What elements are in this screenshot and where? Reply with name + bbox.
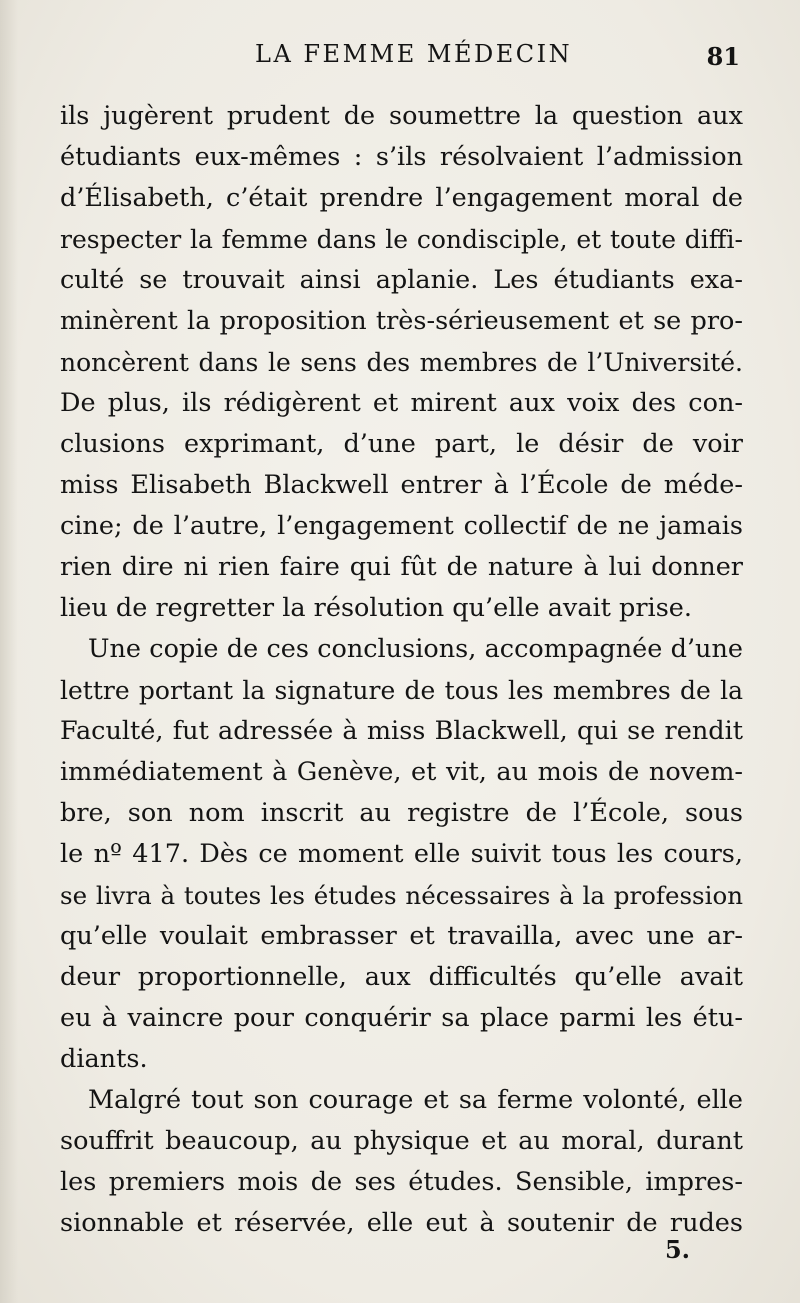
text-line: bre, son nom inscrit au registre de l’École, sous bbox=[60, 798, 743, 828]
text-line: eu à vaincre pour conquérir sa place parmi les étu- bbox=[60, 1003, 743, 1033]
signature-mark: 5. bbox=[664, 1235, 690, 1264]
text-line: culté se trouvait ainsi aplanie. Les étudiants exa- bbox=[60, 265, 743, 295]
text-line: Une copie de ces conclusions, accompagnée d’une bbox=[88, 634, 743, 664]
text-line: étudiants eux-mêmes : s’ils résolvaient l’admission bbox=[60, 142, 743, 172]
text-line: De plus, ils rédigèrent et mirent aux voix des con- bbox=[60, 388, 743, 418]
text-line: sionnable et réservée, elle eut à soutenir de rudes bbox=[60, 1208, 743, 1238]
page-number: 81 bbox=[706, 42, 740, 71]
text-line: respecter la femme dans le condisciple, et toute diffi- bbox=[60, 225, 743, 254]
text-line: minèrent la proposition très-sérieusement et se pro- bbox=[60, 306, 743, 336]
text-line: les premiers mois de ses études. Sensible, impres- bbox=[60, 1167, 743, 1197]
text-line: Malgré tout son courage et sa ferme volonté, elle bbox=[88, 1085, 743, 1115]
text-line: se livra à toutes les études nécessaires à la profession bbox=[60, 881, 743, 910]
text-line: souffrit beaucoup, au physique et au moral, durant bbox=[60, 1126, 743, 1156]
body-text bbox=[60, 96, 743, 1244]
text-line: lettre portant la signature de tous les membres de la bbox=[60, 676, 743, 705]
text-line: ils jugèrent prudent de soumettre la question aux bbox=[60, 101, 743, 131]
text-line: diants. bbox=[60, 1044, 148, 1074]
running-head bbox=[60, 40, 740, 80]
text-line: Faculté, fut adressée à miss Blackwell, qui se rendit bbox=[60, 716, 743, 746]
text-line: immédiatement à Genève, et vit, au mois de novem- bbox=[60, 757, 743, 787]
text-line: deur proportionnelle, aux difficultés qu’elle avait bbox=[60, 962, 743, 992]
text-line: lieu de regretter la résolution qu’elle avait prise. bbox=[60, 593, 692, 623]
text-line: clusions exprimant, d’une part, le désir de voir bbox=[60, 429, 743, 459]
text-line: d’Élisabeth, c’était prendre l’engagement moral de bbox=[60, 183, 743, 213]
running-head-title: LA FEMME MÉDECIN bbox=[255, 40, 573, 68]
text-line: miss Elisabeth Blackwell entrer à l’École de méde- bbox=[60, 470, 743, 500]
text-line: le nº 417. Dès ce moment elle suivit tous les cours, bbox=[60, 839, 743, 869]
text-line: qu’elle voulait embrasser et travailla, avec une ar- bbox=[60, 921, 743, 951]
page-edge-shadow bbox=[0, 0, 18, 1303]
text-line: noncèrent dans le sens des membres de l’Université. bbox=[60, 348, 743, 377]
text-line: rien dire ni rien faire qui fût de nature à lui donner bbox=[60, 552, 743, 582]
text-line: cine; de l’autre, l’engagement collectif de ne jamais bbox=[60, 511, 743, 541]
